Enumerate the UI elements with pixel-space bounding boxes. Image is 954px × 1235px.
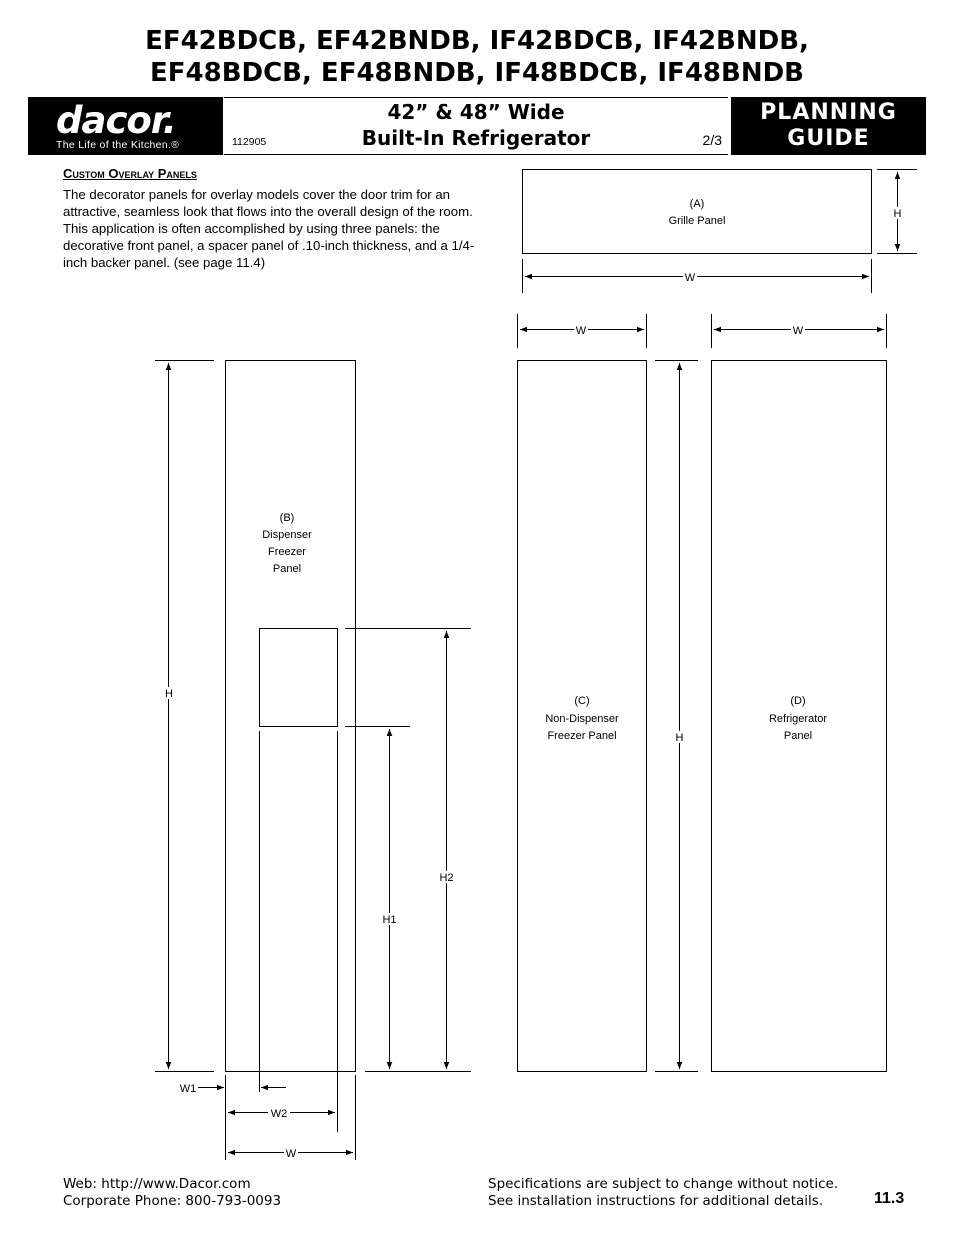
- grille-panel-outline: [523, 170, 872, 254]
- non-dispenser-letter: (C): [574, 695, 590, 707]
- guide-line1: PLANNING: [760, 100, 897, 125]
- section-body: The decorator panels for overlay models cover the door trim for an attractive, seamless look that flows into the overall design of the room. This application is often accomplished by using three panels: the decorative front panel, a spacer panel of .10-inch thickness, and a 1/4-inch backer panel. (see page 11.4): [63, 187, 475, 270]
- document-number: 112905: [232, 136, 267, 148]
- dispenser-panel-outline: [226, 361, 356, 1072]
- dispenser-w-label: W: [285, 1148, 297, 1160]
- non-dispenser-line2: Freezer Panel: [547, 730, 617, 742]
- dispenser-h-label: H: [165, 688, 173, 700]
- grille-h-label: H: [893, 208, 902, 220]
- footer-notice: [488, 1176, 838, 1210]
- w1-label: W1: [179, 1083, 197, 1095]
- footer-notice-line2: See installation instructions for additional details.: [488, 1193, 824, 1209]
- non-dispenser-w-label: W: [575, 325, 587, 337]
- dispenser-line3: Panel: [272, 563, 302, 575]
- non-dispenser-h-label: H: [675, 732, 684, 744]
- refrigerator-w-label: W: [792, 325, 804, 337]
- header-title-line2: Built-In Refrigerator: [361, 126, 591, 150]
- footer-web: Web: http://www.Dacor.com: [63, 1176, 251, 1192]
- grille-name: Grille Panel: [668, 215, 726, 227]
- h2-label: H2: [439, 872, 454, 884]
- refrigerator-letter: (D): [790, 695, 806, 707]
- h1-label: H1: [382, 914, 397, 926]
- refrigerator-line1: Refrigerator: [768, 713, 828, 725]
- dispenser-cutout: [260, 629, 338, 727]
- footer-contact: [63, 1176, 281, 1210]
- logo-tagline: The Life of the Kitchen.®: [56, 139, 180, 151]
- guide-line2: GUIDE: [787, 126, 870, 151]
- dispenser-letter: (B): [279, 512, 295, 524]
- header-title-line1: 42” & 48” Wide: [387, 100, 565, 124]
- refrigerator-line2: Panel: [783, 730, 813, 742]
- logo-wordmark: dacor.: [56, 99, 176, 142]
- footer-phone: Corporate Phone: 800-793-0093: [63, 1193, 282, 1209]
- dispenser-line1: Dispenser: [262, 529, 312, 541]
- section-title: Custom Overlay Panels: [63, 166, 197, 181]
- footer-notice-line1: Specifications are subject to change without notice.: [488, 1176, 839, 1192]
- page-number: 11.3: [874, 1190, 905, 1207]
- page-fraction: 2/3: [702, 132, 722, 148]
- w2-label: W2: [270, 1108, 288, 1120]
- dispenser-line2: Freezer: [268, 546, 306, 558]
- model-numbers-line1: EF42BDCB, EF42BNDB, IF42BDCB, IF42BNDB,: [145, 26, 809, 56]
- non-dispenser-line1: Non-Dispenser: [545, 713, 619, 725]
- model-numbers-line2: EF48BDCB, EF48BNDB, IF48BDCB, IF48BNDB: [150, 58, 804, 88]
- grille-w-label: W: [684, 272, 696, 284]
- grille-letter: (A): [689, 198, 705, 210]
